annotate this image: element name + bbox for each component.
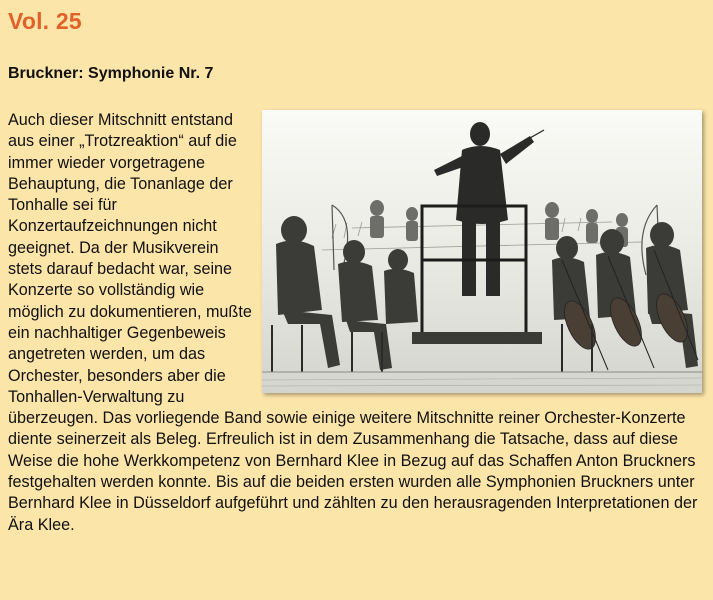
article-text: Auch dieser Mitschnitt entstand aus einer „Trotzreaktion“ auf die immer wieder vorgetragene Behauptung, die Tonanlage der Tonhalle sei für Konzertaufzeichnungen nicht geeignet. Da der Musikverein stets darauf bedacht war, seine Konzerte so vollständig wie möglich zu dokumentieren, mußte ein nachhaltiger Gegenbeweis angetreten werden, um das Orchester, besonders aber die Tonhallen-Verwaltung zu überzeugen. Das vorliegende Band sowie einige weitere Mitschnitte reiner Orchester-Konzerte diente seinerzeit als Beleg. Erfreulich ist in dem Zusammenhang die Tatsache, dass auf diese Weise die hohe Werkkompetenz von Bernhard Klee in Bezug auf das Schaffen Anton Bruckners festgehalten werden konnte. Bis auf die beiden ersten wurden alle Symphonien Bruckners unter Bernhard Klee in Düsseldorf aufgeführt und zählten zu den herausragenden Interpretationen der Ära Klee. [8, 111, 698, 534]
volume-heading: Vol. 25 [8, 8, 82, 34]
orchestra-sketch-image [262, 110, 702, 393]
page-title: Bruckner: Symphonie Nr. 7 [8, 65, 214, 82]
orchestra-illustration [262, 110, 702, 393]
article-body [8, 110, 708, 536]
